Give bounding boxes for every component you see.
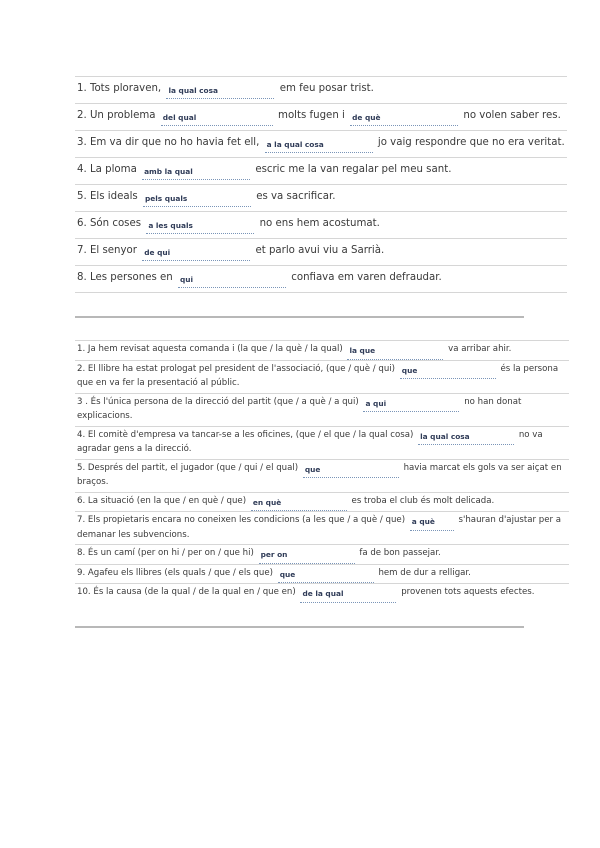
item-text: 1. Ja hem revisat aquesta comanda i (la que / la què / la qual) (77, 344, 343, 354)
item-text: 7. El senyor (77, 245, 137, 256)
section-divider (75, 316, 524, 318)
item-text: hem de dur a relligar. (378, 567, 471, 578)
item-text: 4. La ploma (77, 164, 137, 175)
item-text: es va sacrificar. (256, 191, 336, 202)
item-text: 10. És la causa (de la qual / de la qual en / que en) (77, 587, 296, 597)
exercise-1-item (75, 211, 567, 238)
exercise-2-item (75, 511, 569, 544)
exercise-2-item (75, 426, 569, 459)
answer-field[interactable]: del qual (161, 111, 273, 126)
item-text: no volen saber res. (463, 110, 561, 121)
item-text: es troba el club és molt delicada. (351, 495, 495, 506)
item-text: confiava em varen defraudar. (291, 272, 442, 283)
exercise-2-item (75, 459, 569, 492)
item-text: 5. Després del partit, el jugador (que / qui / el qual) (77, 462, 299, 473)
item-text: jo vaig respondre que no era veritat. (377, 137, 565, 148)
item-text: 2. Un problema (77, 110, 156, 121)
item-text: escric me la van regalar pel meu sant. (255, 164, 452, 175)
item-text: 1. Tots ploraven, (77, 83, 162, 94)
exercise-1-item (75, 238, 567, 265)
answer-field[interactable]: a la qual cosa (265, 138, 373, 153)
item-text: 6. La situació (en la que / en què / que) (77, 495, 247, 506)
item-text: 3 . És l'única persona de la direcció del partit (que / a què / a qui) (77, 396, 359, 407)
answer-field[interactable]: la qual cosa (166, 84, 274, 99)
item-text: 5. Els ideals (77, 191, 138, 202)
exercise-2-item (75, 393, 569, 426)
item-text: 7. Els propietaris encara no coneixen les condicions (a les que / a què / que) (77, 515, 406, 525)
exercise-1 (75, 76, 567, 293)
answer-field[interactable]: en què (251, 497, 347, 512)
item-text: 8. Les persones en (77, 272, 173, 283)
item-text: provenen tots aquests efectes. (401, 587, 535, 597)
item-text: 4. El comitè d'empresa va tancar-se a les oficines, (que / el que / la qual cosa) (77, 429, 414, 440)
exercise-1-item (75, 76, 567, 103)
answer-field[interactable]: que (400, 365, 496, 380)
answer-field[interactable]: de la qual (300, 588, 396, 603)
item-text: va arribar ahir. (448, 344, 512, 354)
item-text: 9. Agafeu els llibres (els quals / que / els que) (77, 567, 273, 578)
exercise-2-item (75, 544, 569, 564)
exercise-2-item (75, 564, 569, 584)
answer-field[interactable]: la qual cosa (418, 431, 514, 446)
item-text: fa de bon passejar. (359, 548, 441, 558)
exercise-2 (75, 340, 569, 603)
exercise-1-item (75, 130, 567, 157)
item-text: 3. Em va dir que no ho havia fet ell, (77, 137, 260, 148)
answer-field[interactable]: pels quals (143, 192, 251, 207)
item-text: havia marcat els gols va ser aiçat en braços. (77, 462, 562, 487)
item-text: 8. És un camí (per on hi / per on / que hi) (77, 548, 254, 558)
answer-field[interactable]: la que (347, 345, 443, 360)
item-text: 6. Són coses (77, 218, 142, 229)
exercise-2-item (75, 340, 569, 360)
answer-field[interactable]: que (278, 569, 374, 584)
answer-field[interactable]: a les quals (146, 219, 254, 234)
exercise-2-item (75, 492, 569, 512)
answer-field[interactable]: de què (350, 111, 458, 126)
item-text: és la persona que en va fer la presentació al públic. (77, 363, 559, 388)
answer-field[interactable]: de qui (142, 246, 250, 261)
item-text: em feu posar trist. (279, 83, 374, 94)
answer-field[interactable]: que (303, 464, 399, 479)
exercise-2-item (75, 583, 569, 603)
item-text: s'hauran d'ajustar per a demanar les subvencions. (77, 515, 562, 540)
exercise-1-item (75, 157, 567, 184)
exercise-1-item (75, 265, 567, 293)
section-divider (75, 626, 524, 628)
item-text: no ens hem acostumat. (259, 218, 380, 229)
item-text: no va agradar gens a la direcció. (77, 429, 543, 454)
item-text: et parlo avui viu a Sarrià. (255, 245, 385, 256)
exercise-2-item (75, 360, 569, 393)
exercise-1-item (75, 103, 567, 130)
answer-field[interactable]: qui (178, 273, 286, 288)
item-text: no han donat explicacions. (77, 396, 522, 421)
item-text: 2. El llibre ha estat prologat pel president de l'associació, (que / què / qui) (77, 363, 396, 374)
answer-field[interactable]: amb la qual (142, 165, 250, 180)
item-text: molts fugen i (278, 110, 345, 121)
answer-field[interactable]: per on (259, 549, 355, 564)
exercise-1-item (75, 184, 567, 211)
answer-field[interactable]: a què (410, 516, 454, 531)
answer-field[interactable]: a qui (363, 398, 459, 413)
